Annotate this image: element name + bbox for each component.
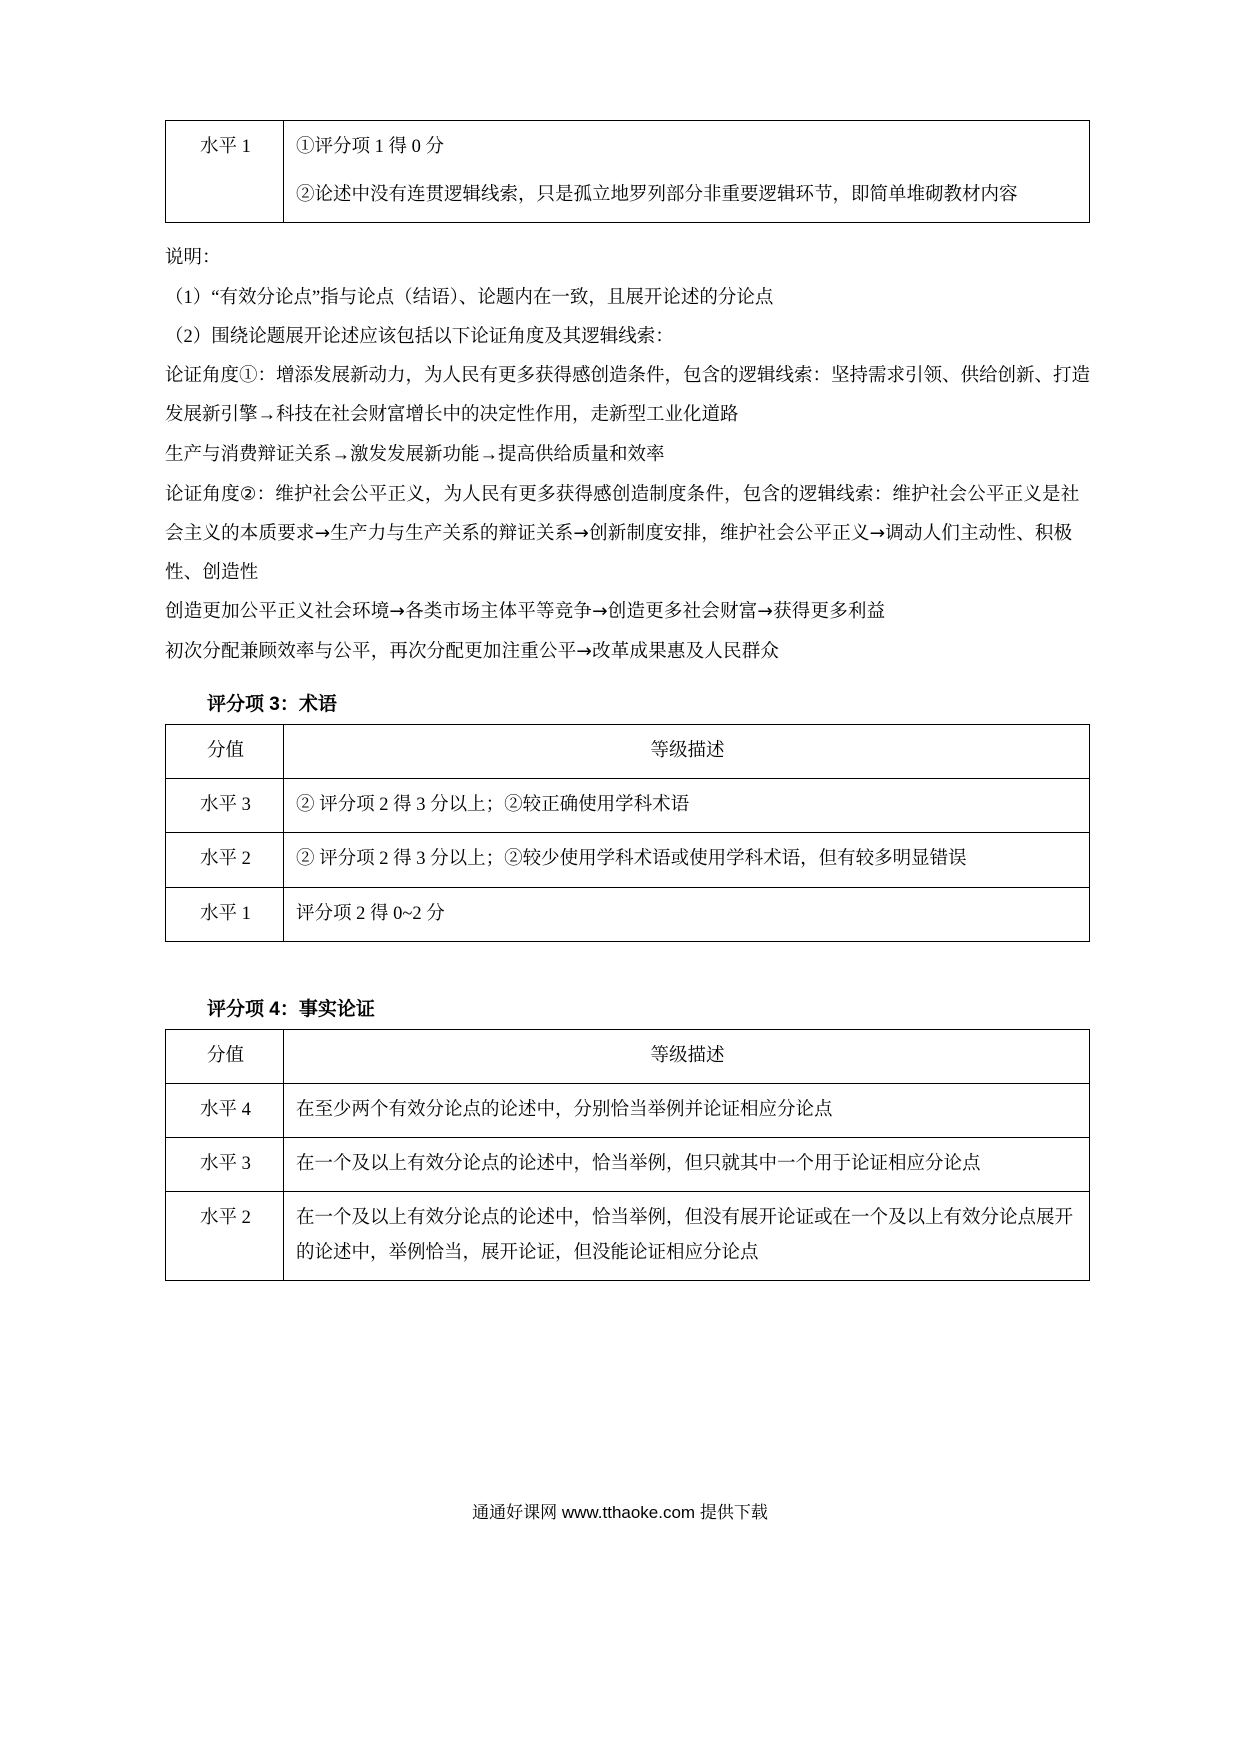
section-4-title: 评分项 4：事实论证: [207, 998, 375, 1020]
description-cell: ② 评分项 2 得 3 分以上；②较少使用学科术语或使用学科术语，但有较多明显错误: [284, 833, 1090, 887]
angle-line-2: 生产与消费辩证关系→激发发展新功能→提高供给质量和效率: [165, 444, 665, 465]
angle-line-1: 论证角度①：增添发展新动力，为人民有更多获得感创造条件，包含的逻辑线索：坚持需求引领、供给创新、打造发展新引擎→科技在社会财富增长中的决定性作用，走新型工业化道路: [165, 366, 1091, 426]
page-footer: [0, 1498, 1240, 1523]
level-cell: 水平 3: [166, 1138, 284, 1192]
spacer: [165, 942, 1090, 976]
section-3-table: [165, 724, 1090, 942]
table-row: [166, 1083, 1090, 1137]
level-table-top: [165, 120, 1090, 223]
header-description: 等级描述: [284, 724, 1090, 778]
description-cell: [284, 121, 1090, 223]
level-cell: 水平 1: [166, 121, 284, 223]
description-cell: ② 评分项 2 得 3 分以上；②较正确使用学科术语: [284, 779, 1090, 833]
note-item-1: （1）“有效分论点”指与论点（结语）、论题内在一致，且展开论述的分论点: [165, 287, 774, 308]
header-description: 等级描述: [284, 1029, 1090, 1083]
description-line-1: ①评分项 1 得 0 分: [296, 137, 445, 157]
section-3-title: 评分项 3：术语: [207, 693, 337, 715]
description-cell: 在至少两个有效分论点的论述中，分别恰当举例并论证相应分论点: [284, 1083, 1090, 1137]
level-cell: 水平 3: [166, 779, 284, 833]
table-row: [166, 1138, 1090, 1192]
description-cell: 在一个及以上有效分论点的论述中，恰当举例，但没有展开论证或在一个及以上有效分论点展开的论述中，举例恰当，展开论证，但没能论证相应分论点: [284, 1192, 1090, 1280]
description-line-2: ②论述中没有连贯逻辑线索，只是孤立地罗列部分非重要逻辑环节，即简单堆砌教材内容: [296, 185, 1018, 206]
level-cell: 水平 4: [166, 1083, 284, 1137]
header-score: 分值: [166, 724, 284, 778]
table-row: [166, 887, 1090, 941]
angle-line-4: 创造更加公平正义社会环境→各类市场主体平等竞争→创造更多社会财富→获得更多利益: [165, 601, 886, 623]
header-score: 分值: [166, 1029, 284, 1083]
level-cell: 水平 2: [166, 1192, 284, 1280]
table-header-row: [166, 1029, 1090, 1083]
level-cell: 水平 1: [166, 887, 284, 941]
table-header-row: [166, 724, 1090, 778]
table-row: [166, 121, 1090, 223]
argument-angles-block: [165, 357, 1090, 671]
table-row: [166, 833, 1090, 887]
description-cell: 评分项 2 得 0~2 分: [284, 887, 1090, 941]
section-4-table: [165, 1029, 1090, 1281]
table-row: [166, 1192, 1090, 1280]
level-cell: 水平 2: [166, 833, 284, 887]
notes-block: [165, 239, 1090, 357]
note-item-2: （2）围绕论题展开论述应该包括以下论证角度及其逻辑线索：: [165, 326, 674, 347]
description-cell: 在一个及以上有效分论点的论述中，恰当举例，但只就其中一个用于论证相应分论点: [284, 1138, 1090, 1192]
footer-text: 通通好课网 www.tthaoke.com 提供下载: [472, 1503, 768, 1522]
notes-label: 说明：: [165, 248, 221, 269]
angle-line-5: 初次分配兼顾效率与公平，再次分配更加注重公平→改革成果惠及人民群众: [165, 640, 780, 662]
table-row: [166, 779, 1090, 833]
angle-line-3: 论证角度②：维护社会公平正义，为人民有更多获得感创造制度条件，包含的逻辑线索：维护社会公平正义是社会主义的本质要求→生产力与生产关系的辩证关系→创新制度安排，维护社会公平正义→调动人们主动性、积极性、创造性: [165, 483, 1080, 584]
